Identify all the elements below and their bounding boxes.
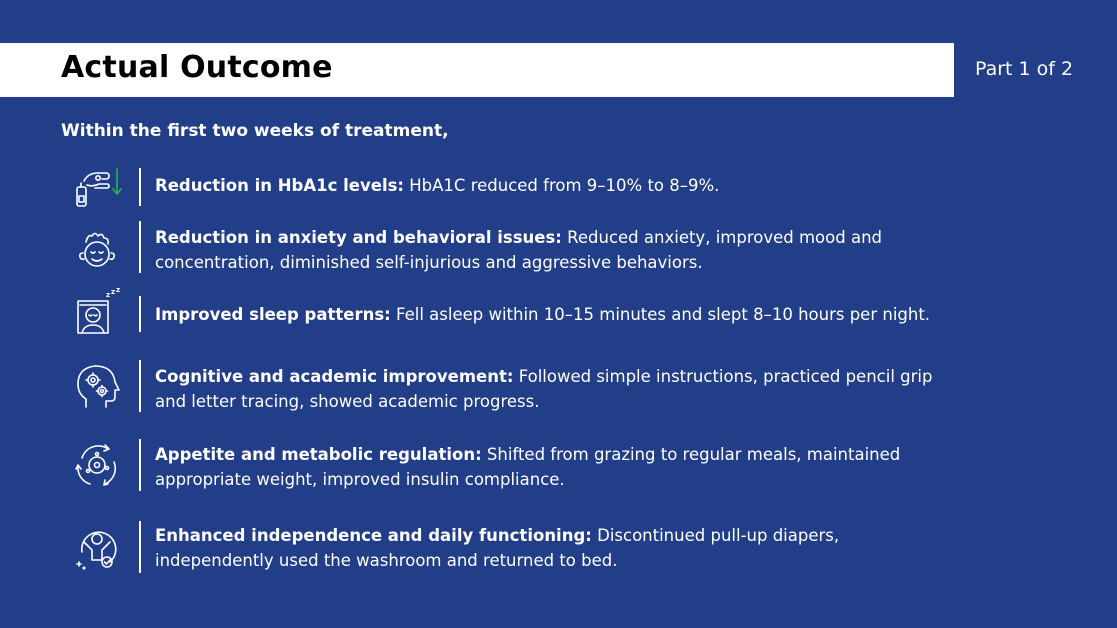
item-divider	[139, 296, 141, 332]
outcome-heading: Reduction in HbA1c levels:	[155, 176, 405, 195]
brain-gears-icon	[72, 361, 122, 411]
outcome-body: Fell asleep within 10–15 minutes and slept 8–10 hours per night.	[390, 305, 931, 324]
outcome-body: Discontinued pull-up diapers, independently used the washroom and returned to bed.	[155, 526, 840, 570]
sleeping-person-icon	[72, 287, 122, 337]
item-divider	[139, 168, 141, 206]
svg-text:z: z	[111, 288, 116, 296]
outcome-text	[155, 442, 945, 492]
outcome-body: Reduced anxiety, improved mood and concentration, diminished self-injurious and aggressive behaviors.	[155, 228, 882, 272]
outcome-body: Followed simple instructions, practiced pencil grip and letter tracing, showed academic progress.	[155, 367, 933, 411]
outcome-heading: Appetite and metabolic regulation:	[155, 445, 482, 464]
outcome-text	[155, 302, 945, 327]
item-divider	[139, 521, 141, 573]
outcome-heading: Enhanced independence and daily functioning:	[155, 526, 592, 545]
glucose-meter-icon	[72, 163, 122, 213]
item-divider	[139, 439, 141, 491]
page-title: Actual Outcome	[61, 50, 333, 85]
svg-text:z: z	[106, 291, 111, 299]
item-divider	[139, 221, 141, 273]
outcome-text	[155, 173, 945, 198]
page-indicator: Part 1 of 2	[975, 58, 1074, 80]
metabolism-cycle-icon	[72, 440, 122, 490]
outcome-text	[155, 225, 945, 275]
intro-text: Within the first two weeks of treatment,	[61, 121, 449, 141]
outcome-text	[155, 364, 945, 414]
outcome-heading: Improved sleep patterns:	[155, 305, 391, 324]
item-divider	[139, 360, 141, 412]
outcome-heading: Cognitive and academic improvement:	[155, 367, 514, 386]
svg-text:z: z	[116, 287, 121, 294]
outcome-body: HbA1C reduced from 9–10% to 8–9%.	[404, 176, 720, 195]
calm-head-icon	[72, 226, 122, 276]
outcome-heading: Reduction in anxiety and behavioral issues:	[155, 228, 562, 247]
outcome-body: Shifted from grazing to regular meals, maintained appropriate weight, improved insulin compliance.	[155, 445, 901, 489]
independent-person-icon	[72, 522, 122, 572]
outcome-text	[155, 523, 945, 573]
